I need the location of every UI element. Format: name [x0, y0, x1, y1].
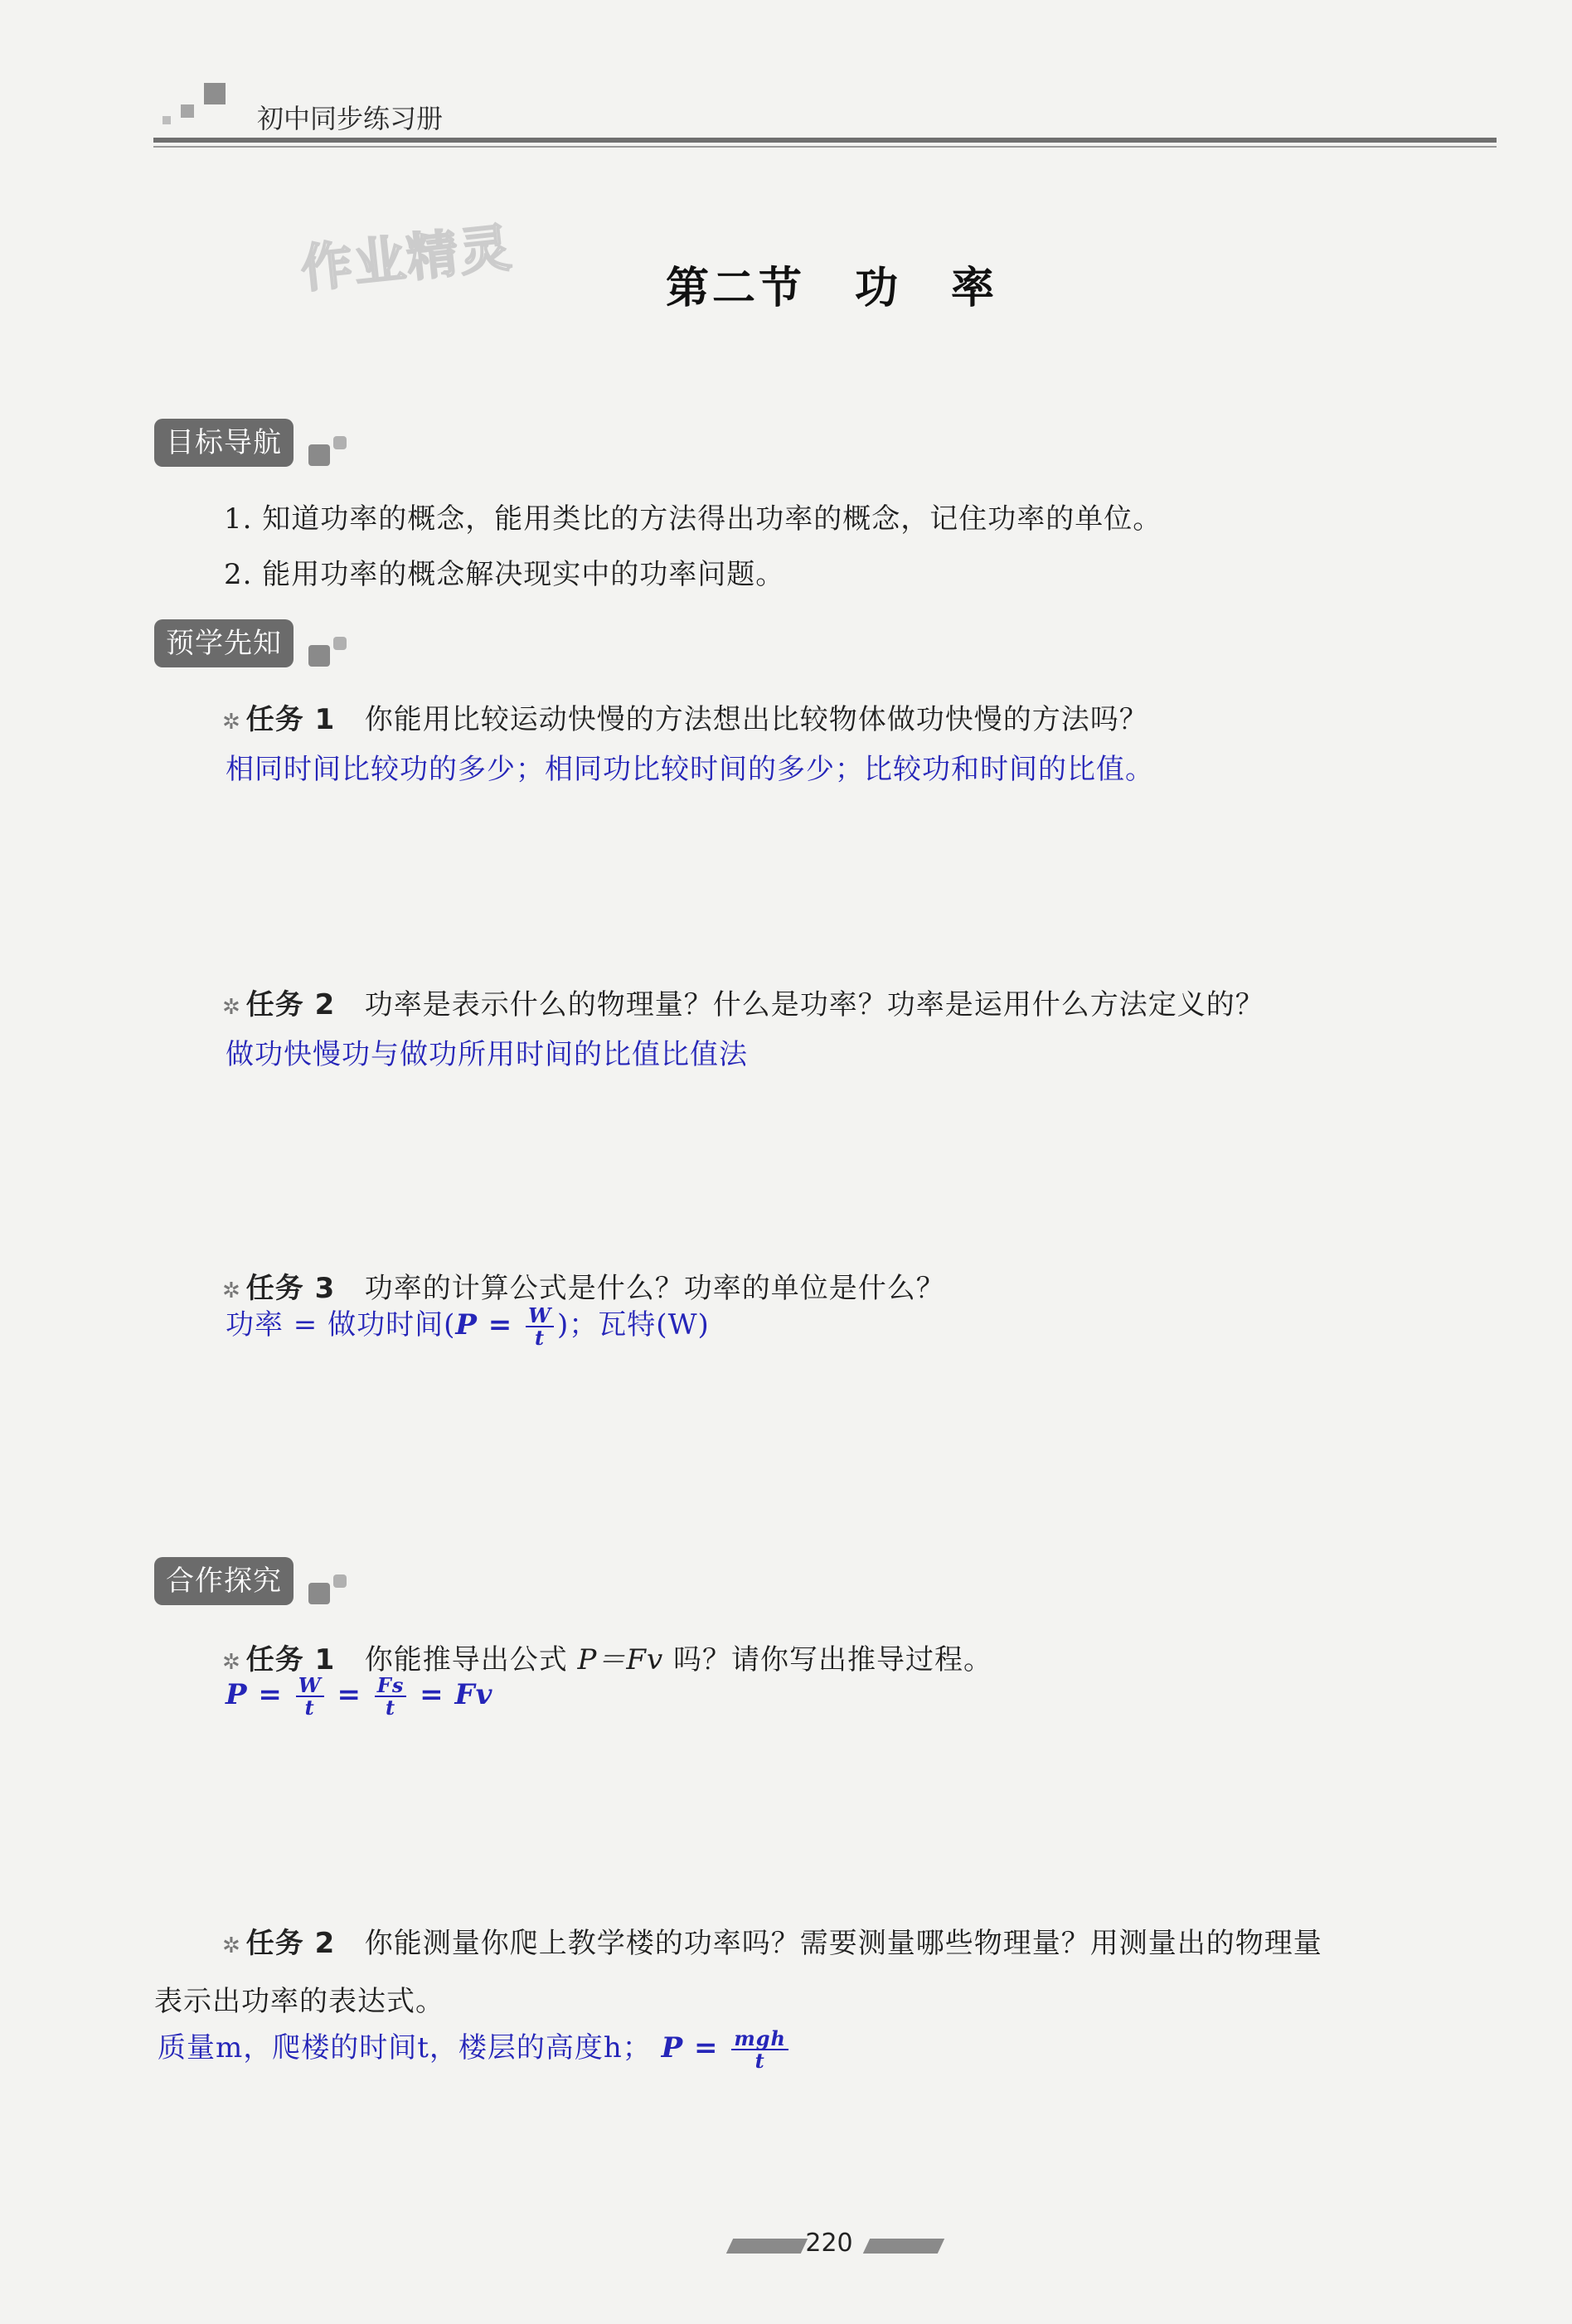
gear-icon: ✲: [222, 1278, 241, 1303]
task-question: 你能用比较运动快慢的方法想出比较物体做功快慢的方法吗？: [364, 703, 1148, 736]
goal-item: 2. 能用功率的概念解决现实中的功率问题。: [224, 558, 785, 591]
chapter-title-part2: 功: [854, 264, 901, 313]
explore-task-1: [222, 1637, 992, 1677]
watermark: 作业精灵: [298, 216, 516, 300]
gear-icon: ✲: [222, 710, 241, 735]
header-rule: [153, 146, 1497, 148]
explore-task-1-answer: [226, 1675, 492, 1718]
fraction: $\frac{W}{t}$: [296, 1675, 324, 1718]
section-tab-preview: 预学先知: [154, 619, 294, 667]
answer-text: 功率 = 做功时间(: [226, 1308, 456, 1342]
preview-task-3-answer: [226, 1302, 710, 1348]
formula: P =: [661, 2031, 719, 2064]
task-label: 任务 3: [245, 1272, 336, 1305]
chapter-title-part1: 第二节: [665, 264, 805, 313]
fraction: $\frac{\text{mgh}}{t}$: [731, 2028, 788, 2071]
explore-task-2: [222, 1920, 1322, 1961]
fraction: $\frac{W}{t}$: [526, 1305, 554, 1348]
formula: P =: [455, 1308, 513, 1342]
book-title: 初中同步练习册: [257, 103, 444, 134]
formula: P＝Fv: [577, 1643, 664, 1676]
answer-text: 质量m，爬楼的时间t，楼层的高度h；: [158, 2031, 652, 2064]
preview-task-3: [222, 1265, 945, 1306]
section-tab-goals: 目标导航: [154, 419, 294, 467]
task-question: 功率是表示什么的物理量？什么是功率？功率是运用什么方法定义的？: [364, 988, 1264, 1021]
gear-icon: ✲: [222, 1650, 241, 1675]
header-deco: [163, 116, 171, 124]
explore-task-2-answer: [158, 2025, 792, 2071]
page-number: 220: [805, 2229, 853, 2258]
chapter-title-part3: 率: [951, 264, 998, 313]
task-question: 你能测量你爬上教学楼的功率吗？需要测量哪些物理量？用测量出的物理量: [364, 1927, 1322, 1960]
task-label: 任务 1: [245, 1643, 336, 1676]
preview-task-1: [222, 696, 1148, 737]
header-rule: [153, 138, 1497, 143]
goal-item: 1. 知道功率的概念，能用类比的方法得出功率的概念，记住功率的单位。: [224, 502, 1162, 536]
task-label: 任务 2: [245, 1927, 336, 1960]
formula: =: [337, 1678, 361, 1712]
preview-task-2: [222, 982, 1264, 1022]
answer-text: )；瓦特(W): [557, 1308, 710, 1342]
chapter-title: [0, 253, 1572, 315]
header-deco: [181, 104, 194, 118]
fraction: $\frac{Fs}{t}$: [375, 1675, 407, 1718]
task-question: 功率的计算公式是什么？功率的单位是什么？: [364, 1272, 945, 1305]
gear-icon: ✲: [222, 995, 241, 1020]
formula: = Fv: [420, 1678, 493, 1712]
task-label: 任务 1: [245, 703, 336, 736]
preview-task-1-answer: 相同时间比较功的多少；相同功比较时间的多少；比较功和时间的比值。: [226, 753, 1154, 786]
task-question: 你能推导出公式: [364, 1643, 578, 1676]
task-label: 任务 2: [245, 988, 336, 1021]
formula: P =: [226, 1678, 283, 1712]
task-question: 吗？请你写出推导过程。: [663, 1643, 993, 1676]
explore-task-2-cont: 表示出功率的表达式。: [154, 1985, 444, 2018]
header-deco: [204, 83, 226, 104]
preview-task-2-answer: 做功快慢功与做功所用时间的比值比值法: [226, 1038, 748, 1071]
page-deco: [863, 2239, 944, 2254]
gear-icon: ✲: [222, 1933, 241, 1958]
section-tab-explore: 合作探究: [154, 1557, 294, 1605]
